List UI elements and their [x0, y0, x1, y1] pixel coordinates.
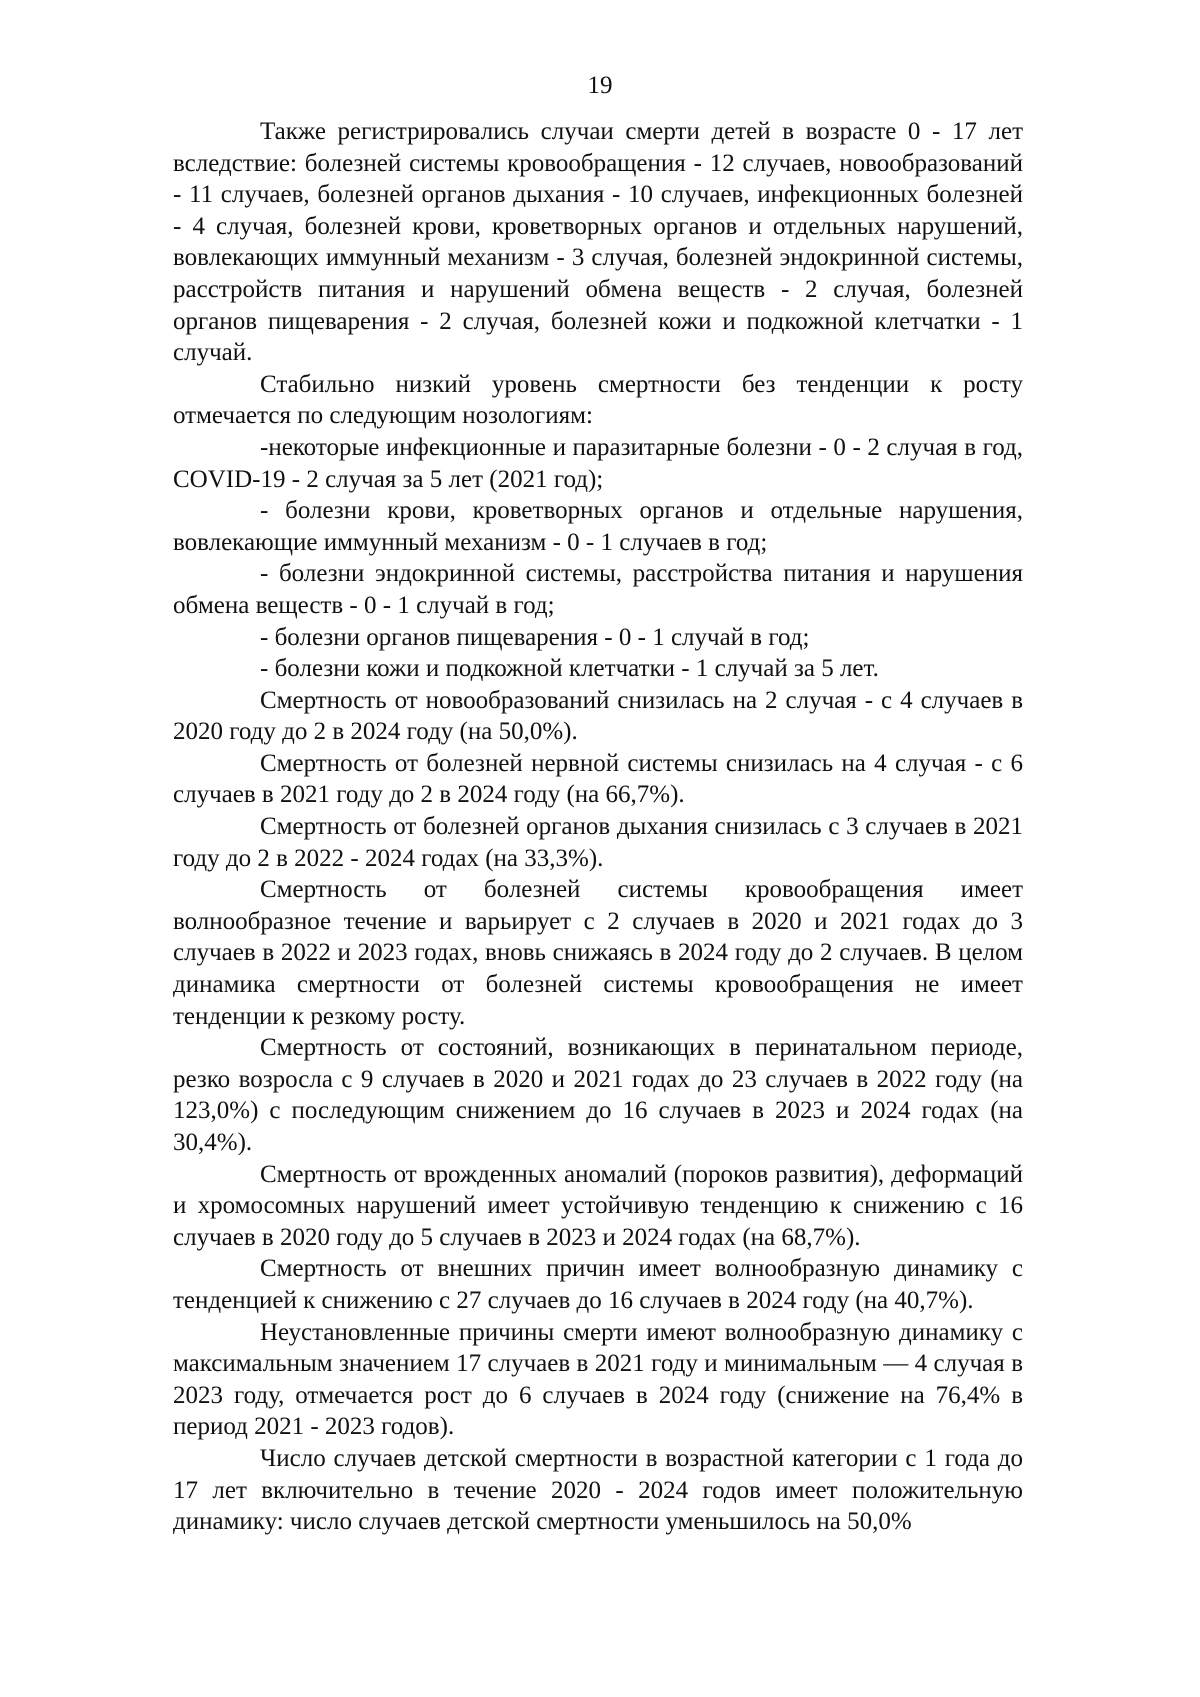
paragraph: Неустановленные причины смерти имеют волнообразную динамику с максимальным значением 17 случаев в 2021 году и минимальным — 4 случая в 2023 году, отмечается рост до 6 случаев в 2024 году (снижение на 76,4% в период 2021 - 2023 годов). [173, 1318, 1023, 1441]
list-item: - болезни крови, кроветворных органов и отдельные нарушения, вовлекающие иммунный механизм - 0 - 1 случаев в год; [173, 497, 1023, 556]
paragraph: Смертность от болезней нервной системы снизилась на 4 случая - с 6 случаев в 2021 году до 2 в 2024 году (на 66,7%). [173, 749, 1023, 809]
paragraph: Также регистрировались случаи смерти детей в возрасте 0 - 17 лет вследствие: болезней системы кровообращения - 12 случаев, новообразований - 11 случаев, болезней органов дыхания - 10 случаев, инфекционных болезней - 4 случая, болезней крови, кроветворных органов и отдельных нарушений, вовлекающих иммунный механизм - 3 случая, болезней эндокринной системы, расстройств питания и нарушений обмена веществ - 2 случая, болезней органов пищеварения - 2 случая, болезней кожи и подкожной клетчатки - 1 случай. [173, 118, 1023, 367]
paragraph: Смертность от врожденных аномалий (пороков развития), деформаций и хромосомных нарушений имеет устойчивую тенденцию к снижению с 16 случаев в 2020 году до 5 случаев в 2023 и 2024 годах (на 68,7%). [173, 1160, 1023, 1251]
list-item: - болезни кожи и подкожной клетчатки - 1 случай за 5 лет. [260, 655, 879, 683]
page-number: 19 [587, 72, 613, 99]
list-item: - болезни эндокринной системы, расстройства питания и нарушения обмена веществ - 0 - 1 случай в год; [173, 560, 1023, 619]
paragraph: Смертность от болезней органов дыхания снизилась с 3 случаев в 2021 году до 2 в 2022 - 2024 годах (на 33,3%). [173, 813, 1023, 872]
paragraph: Число случаев детской смертности в возрастной категории с 1 года до 17 лет включительно в течение 2020 - 2024 годов имеет положительную динамику: число случаев детской смертности уменьшилось на 50,0% [173, 1444, 1023, 1536]
document-body [173, 116, 1023, 1538]
paragraph: Смертность от внешних причин имеет волнообразную динамику с тенденцией к снижению с 27 случаев до 16 случаев в 2024 году (на 40,7%). [173, 1255, 1023, 1314]
list-item: -некоторые инфекционные и паразитарные болезни - 0 - 2 случая в год, COVID-19 - 2 случая за 5 лет (2021 год); [173, 433, 1023, 493]
list-item: - болезни органов пищеварения - 0 - 1 случай в год; [260, 623, 810, 651]
paragraph: Смертность от болезней системы кровообращения имеет волнообразное течение и варьирует с 2 случаев в 2020 и 2021 годах до 3 случаев в 2022 и 2023 годах, вновь снижаясь в 2024 году до 2 случаев. В целом динамика смертности от болезней системы кровообращения не имеет тенденции к резкому росту. [173, 876, 1023, 1030]
paragraph: Смертность от новообразований снизилась на 2 случая - с 4 случаев в 2020 году до 2 в 2024 году (на 50,0%). [173, 686, 1023, 746]
paragraph: Стабильно низкий уровень смертности без тенденции к росту отмечается по следующим нозологиям: [173, 370, 1023, 430]
paragraph: Смертность от состояний, возникающих в перинатальном периоде, резко возросла с 9 случаев в 2020 и 2021 годах до 23 случаев в 2022 году (на 123,0%) с последующим снижением до 16 случаев в 2023 и 2024 годах (на 30,4%). [173, 1034, 1023, 1156]
